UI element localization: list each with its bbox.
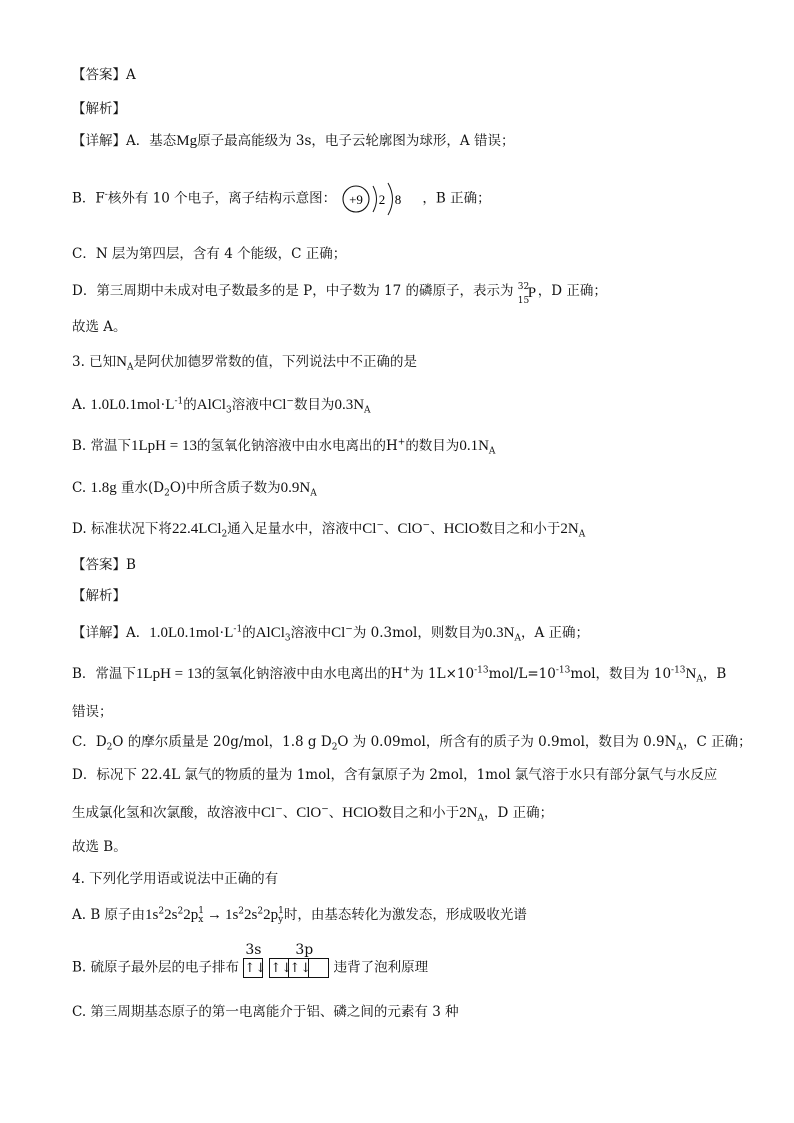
question-4-stem: 4. 下列化学用语或说法中正确的有 xyxy=(72,871,279,887)
nucleus-charge: +9 xyxy=(349,192,364,207)
q4-option-b[interactable]: B. 硫原子最外层的电子排布 3s ↑↓ 3p ↑↓ ↑↓ 违背了泡利原理 xyxy=(72,942,429,976)
q3-option-d[interactable]: D. 标准状况下将22.4LCl$_2$通入足量水中，溶液中Cl−、ClO−、HClO数目之和小于$2N_A$ xyxy=(72,520,586,540)
answer-value: B xyxy=(126,557,136,573)
answer-line-q2 xyxy=(72,66,136,84)
q2-explanation-c: C．N 层为第四层，含有 4 个能级，C 正确； xyxy=(72,246,347,262)
q3-explanation-c: C．$D_2O$ 的摩尔质量是 20g/mol，1.8 g $D_2O$ 为 0.09mol，所含有的质子为 0.9mol，数目为 $0.9N_A$，C 正确； xyxy=(72,734,752,753)
q2-conclusion: 故选 A。 xyxy=(72,319,127,335)
q3-explanation-b-line1: B．常温下1LpH = 13的氢氧化钠溶液中由水电离出的H+为 $1L\times 10^{-13}mol/L=10^{-13}mol$，数目为 $10^{-13}N_A$，B xyxy=(72,665,727,685)
ion-structure-diagram xyxy=(340,182,422,216)
shell-1-electrons: 2 xyxy=(379,192,386,207)
q2-explanation-a: 【详解】A．基态Mg原子最高能级为 3s，电子云轮廓图为球形，A 错误； xyxy=(72,133,515,149)
q3-conclusion: 故选 B。 xyxy=(72,839,127,855)
q3-explanation-d-line1: D．标况下 22.4L 氯气的物质的量为 1mol，含有氯原子为 2mol，1mol 氯气溶于水只有部分氯气与水反应 xyxy=(72,767,718,783)
nuclide-notation: 32 15 P xyxy=(517,281,537,306)
orbital-diagram-3p: 3p ↑↓ ↑↓ xyxy=(269,958,329,978)
question-3-stem: 3. 已知$N_A$是阿伏加德罗常数的值，下列说法中不正确的是 xyxy=(72,354,418,373)
analysis-label: 【解析】 xyxy=(72,588,126,604)
q3-explanation-b-line2: 错误； xyxy=(72,704,113,720)
q3-option-c[interactable]: C. 1.8g 重水$(D_2O)$中所含质子数为$0.9N_A$ xyxy=(72,480,317,499)
q3-explanation-a: 【详解】A．$1.0L0.1mol\cdot L^{-1}$的AlCl$_3$溶液中Cl−为 0.3mol，则数目为$0.3N_A$，A 正确； xyxy=(72,624,589,644)
q4-option-c[interactable]: C. 第三周期基态原子的第一电离能介于铝、磷之间的元素有 3 种 xyxy=(72,1004,459,1020)
q3-option-b[interactable]: B. 常温下1LpH = 13的氢氧化钠溶液中由水电离出的H+的数目为$0.1N_A$ xyxy=(72,437,496,457)
q2-explanation-b: B．F-核外有 10 个电子，离子结构示意图： +9 2 8 ，B 正确； xyxy=(72,182,491,216)
q3-option-a[interactable]: A. $1.0L0.1mol\cdot L^{-1}$的AlCl$_3$溶液中Cl−数目为$0.3N_A$ xyxy=(72,396,371,416)
q2-explanation-d: D．第三周期中未成对电子数最多的是 P，中子数为 17 的磷原子，表示为 32 15 P ，D 正确； xyxy=(72,281,607,306)
answer-line-q3: 【答案】B xyxy=(72,557,136,573)
answer-label: 【答案】 xyxy=(72,67,126,83)
orbital-diagram-3s: 3s ↑↓ xyxy=(244,942,267,976)
analysis-label: 【解析】 xyxy=(72,101,126,117)
shell-2-electrons: 8 xyxy=(395,192,402,207)
answer-value: A xyxy=(126,67,136,83)
q3-explanation-d-line2: 生成氯化氢和次氯酸，故溶液中Cl−、ClO−、HClO数目之和小于$2N_A$，D 正确； xyxy=(72,804,554,824)
q4-option-a[interactable]: A. B 原子由$1s^22s^22p$ 1 x → $1s^22s^22p$ 1 y 时，由基态转化为激发态，形成吸收光谱 xyxy=(72,905,527,925)
